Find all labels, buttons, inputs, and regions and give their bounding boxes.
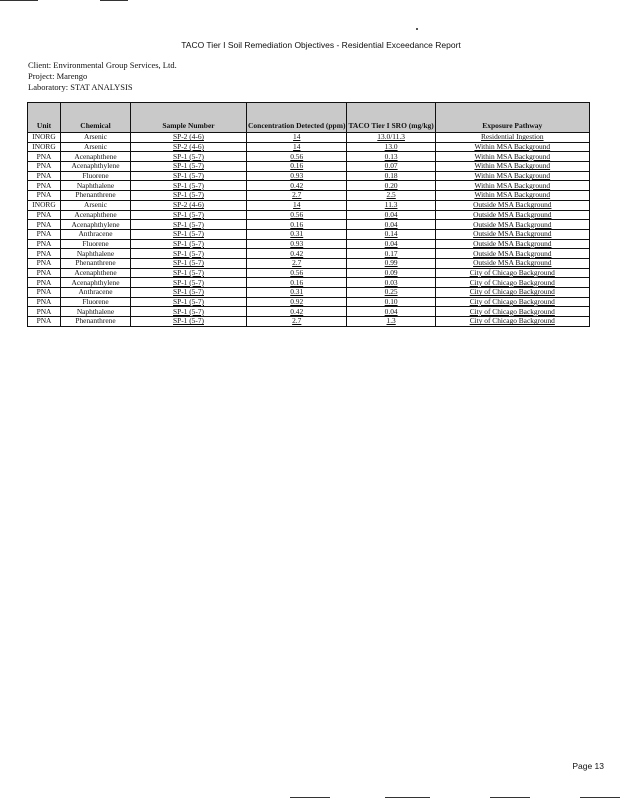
cell-exposure-pathway: Within MSA Background [435,152,589,162]
cell-chemical: Naphthalene [61,249,131,259]
cell-taco-tier-sro: 2.5 [347,191,435,201]
cell-concentration: 0.93 [247,171,347,181]
cell-sample-number: SP-1 (5-7) [131,307,247,317]
laboratory-label: Laboratory: [28,82,69,92]
cell-unit: INORG [28,200,61,210]
cell-sample-number: SP-1 (5-7) [131,191,247,201]
cell-chemical: Naphthalene [61,307,131,317]
cell-exposure-pathway: Within MSA Background [435,171,589,181]
cell-concentration: 14 [247,133,347,143]
cell-exposure-pathway: Outside MSA Background [435,220,589,230]
cell-chemical: Acenaphthylene [61,278,131,288]
scan-line-bottom-3 [490,797,530,798]
cell-taco-tier-sro: 11.3 [347,200,435,210]
cell-taco-tier-sro: 0.04 [347,307,435,317]
cell-sample-number: SP-2 (4-6) [131,200,247,210]
cell-taco-tier-sro: 0.99 [347,258,435,268]
header-concentration: Concentration Detected (ppm) [247,103,347,133]
header-unit: Unit [28,103,61,133]
cell-chemical: Acenaphthylene [61,162,131,172]
cell-exposure-pathway: City of Chicago Background [435,317,589,327]
table-row [28,133,590,143]
cell-taco-tier-sro: 0.14 [347,229,435,239]
cell-exposure-pathway: Outside MSA Background [435,249,589,259]
cell-concentration: 0.56 [247,268,347,278]
project-label: Project: [28,71,55,81]
page-number: Page 13 [572,761,604,771]
cell-chemical: Fluorene [61,297,131,307]
cell-concentration: 0.42 [247,181,347,191]
cell-sample-number: SP-1 (5-7) [131,297,247,307]
scan-line-top-mid [100,0,128,1]
cell-unit: PNA [28,220,61,230]
table-row [28,200,590,210]
table-row [28,162,590,172]
scan-line-bottom-4 [580,797,620,798]
cell-unit: PNA [28,162,61,172]
cell-sample-number: SP-1 (5-7) [131,249,247,259]
cell-chemical: Arsenic [61,200,131,210]
cell-exposure-pathway: Within MSA Background [435,142,589,152]
cell-unit: PNA [28,297,61,307]
cell-chemical: Phenanthrene [61,191,131,201]
cell-concentration: 0.92 [247,297,347,307]
cell-taco-tier-sro: 1.3 [347,317,435,327]
header-chemical: Chemical [61,103,131,133]
laboratory-value: STAT ANALYSIS [70,82,133,92]
cell-taco-tier-sro: 13.0/11.3 [347,133,435,143]
client-line [28,60,177,71]
cell-exposure-pathway: Within MSA Background [435,181,589,191]
header-exposure-pathway: Exposure Pathway [435,103,589,133]
cell-exposure-pathway: Residential Ingestion [435,133,589,143]
cell-chemical: Anthracene [61,229,131,239]
cell-taco-tier-sro: 0.20 [347,181,435,191]
table-row [28,220,590,230]
cell-taco-tier-sro: 0.18 [347,171,435,181]
cell-sample-number: SP-1 (5-7) [131,258,247,268]
cell-chemical: Fluorene [61,171,131,181]
client-label: Client: [28,60,52,70]
table-row [28,229,590,239]
client-value: Environmental Group Services, Ltd. [53,60,177,70]
cell-concentration: 0.56 [247,152,347,162]
cell-unit: PNA [28,288,61,298]
cell-exposure-pathway: Outside MSA Background [435,200,589,210]
cell-exposure-pathway: City of Chicago Background [435,268,589,278]
scan-line-bottom-1 [290,797,330,798]
cell-taco-tier-sro: 0.09 [347,268,435,278]
cell-unit: PNA [28,152,61,162]
cell-unit: PNA [28,181,61,191]
cell-unit: PNA [28,249,61,259]
cell-taco-tier-sro: 13.0 [347,142,435,152]
cell-sample-number: SP-1 (5-7) [131,152,247,162]
cell-exposure-pathway: Outside MSA Background [435,210,589,220]
cell-taco-tier-sro: 0.04 [347,220,435,230]
table-row [28,239,590,249]
cell-concentration: 0.16 [247,220,347,230]
cell-sample-number: SP-2 (4-6) [131,133,247,143]
cell-unit: PNA [28,258,61,268]
cell-sample-number: SP-1 (5-7) [131,181,247,191]
cell-taco-tier-sro: 0.07 [347,162,435,172]
cell-unit: PNA [28,239,61,249]
header-taco-tier-sro: TACO Tier I SRO (mg/kg) [347,103,435,133]
cell-sample-number: SP-1 (5-7) [131,220,247,230]
cell-sample-number: SP-1 (5-7) [131,162,247,172]
scan-line-top-left [0,0,38,1]
cell-concentration: 0.42 [247,249,347,259]
cell-exposure-pathway: City of Chicago Background [435,297,589,307]
cell-chemical: Arsenic [61,142,131,152]
cell-unit: PNA [28,278,61,288]
cell-taco-tier-sro: 0.04 [347,210,435,220]
header-sample-number: Sample Number [131,103,247,133]
table-row [28,171,590,181]
cell-unit: INORG [28,142,61,152]
cell-unit: PNA [28,191,61,201]
table-row [28,278,590,288]
cell-exposure-pathway: City of Chicago Background [435,288,589,298]
cell-exposure-pathway: City of Chicago Background [435,307,589,317]
cell-sample-number: SP-1 (5-7) [131,229,247,239]
cell-concentration: 0.56 [247,210,347,220]
cell-concentration: 0.42 [247,307,347,317]
cell-unit: INORG [28,133,61,143]
cell-concentration: 0.31 [247,288,347,298]
project-line [28,71,87,82]
cell-chemical: Acenaphthene [61,210,131,220]
cell-exposure-pathway: Outside MSA Background [435,229,589,239]
scan-line-bottom-2 [385,797,430,798]
cell-concentration: 0.16 [247,278,347,288]
table-row [28,249,590,259]
cell-unit: PNA [28,210,61,220]
cell-chemical: Phenanthrene [61,258,131,268]
scan-speck [416,28,418,30]
cell-taco-tier-sro: 0.04 [347,239,435,249]
table-row [28,297,590,307]
cell-sample-number: SP-1 (5-7) [131,268,247,278]
cell-concentration: 2.7 [247,258,347,268]
cell-sample-number: SP-1 (5-7) [131,171,247,181]
cell-taco-tier-sro: 0.25 [347,288,435,298]
cell-taco-tier-sro: 0.17 [347,249,435,259]
cell-sample-number: SP-1 (5-7) [131,317,247,327]
cell-sample-number: SP-1 (5-7) [131,210,247,220]
cell-concentration: 0.93 [247,239,347,249]
cell-chemical: Acenaphthene [61,268,131,278]
cell-unit: PNA [28,268,61,278]
cell-concentration: 14 [247,142,347,152]
cell-unit: PNA [28,307,61,317]
cell-concentration: 2.7 [247,191,347,201]
table-row [28,152,590,162]
cell-exposure-pathway: Outside MSA Background [435,258,589,268]
table-row [28,210,590,220]
table-row [28,142,590,152]
table-row [28,288,590,298]
table-row [28,268,590,278]
table-row [28,307,590,317]
table-row [28,181,590,191]
cell-unit: PNA [28,171,61,181]
report-title: TACO Tier I Soil Remediation Objectives - Residential Exceedance Report [181,40,461,50]
cell-taco-tier-sro: 0.13 [347,152,435,162]
table-row [28,191,590,201]
cell-chemical: Naphthalene [61,181,131,191]
table-row [28,317,590,327]
cell-exposure-pathway: Outside MSA Background [435,239,589,249]
table-header-row [28,103,590,133]
cell-taco-tier-sro: 0.10 [347,297,435,307]
cell-unit: PNA [28,229,61,239]
cell-chemical: Acenaphthylene [61,220,131,230]
cell-concentration: 0.31 [247,229,347,239]
cell-sample-number: SP-1 (5-7) [131,278,247,288]
cell-chemical: Fluorene [61,239,131,249]
cell-sample-number: SP-2 (4-6) [131,142,247,152]
cell-chemical: Arsenic [61,133,131,143]
cell-chemical: Anthracene [61,288,131,298]
cell-exposure-pathway: Within MSA Background [435,191,589,201]
project-value: Marengo [56,71,88,81]
cell-chemical: Acenaphthene [61,152,131,162]
cell-unit: PNA [28,317,61,327]
laboratory-line [28,82,133,93]
cell-exposure-pathway: City of Chicago Background [435,278,589,288]
exceedance-table [27,102,590,327]
table-row [28,258,590,268]
cell-concentration: 0.16 [247,162,347,172]
cell-sample-number: SP-1 (5-7) [131,239,247,249]
table-body [28,133,590,327]
cell-concentration: 2.7 [247,317,347,327]
cell-exposure-pathway: Within MSA Background [435,162,589,172]
cell-concentration: 14 [247,200,347,210]
cell-sample-number: SP-1 (5-7) [131,288,247,298]
cell-chemical: Phenanthrene [61,317,131,327]
cell-taco-tier-sro: 0.03 [347,278,435,288]
